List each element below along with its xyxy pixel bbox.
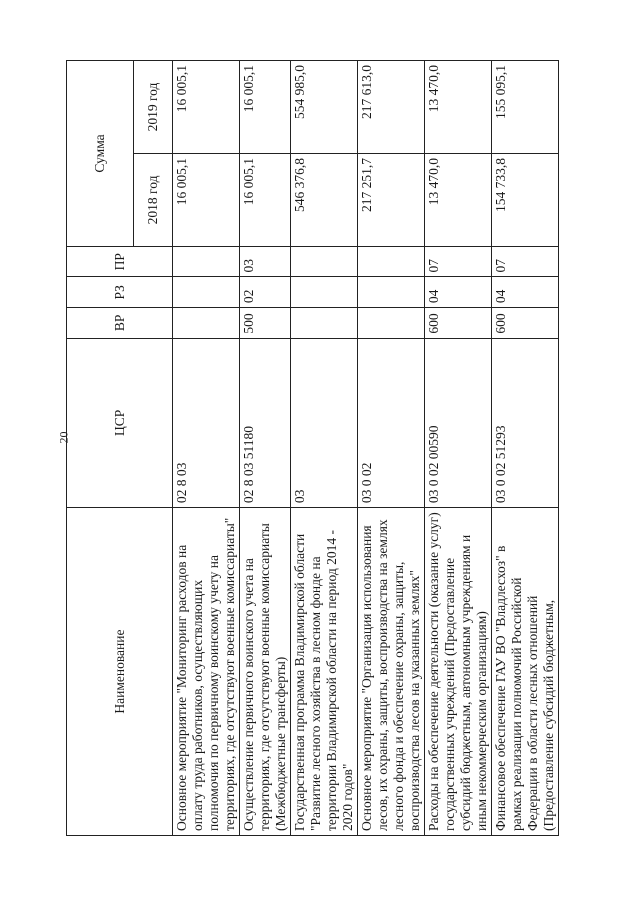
row-sum-2018: 16 005,1 <box>240 153 291 246</box>
row-csr: 03 0 02 <box>358 338 425 507</box>
row-name: Основное мероприятие "Организация использования лесов, их охраны, защиты, воспроизводства на землях лесного фонда и обеспечение охраны, защиты, воспроизводства лесов на указанных землях" <box>358 508 425 836</box>
row-sum-2018: 16 005,1 <box>173 153 240 246</box>
row-vr: 600 <box>492 308 559 339</box>
row-pr: 07 <box>492 246 559 277</box>
row-rz: 04 <box>492 277 559 308</box>
row-sum-2018: 217 251,7 <box>358 153 425 246</box>
row-name: Осуществление первичного воинского учета на территориях, где отсутствуют военные комиссариаты (Межбюджетные трансферты) <box>240 508 291 836</box>
row-sum-2019: 155 095,1 <box>492 61 559 154</box>
budget-table <box>66 60 559 836</box>
row-pr <box>291 246 358 277</box>
row-rz: 02 <box>240 277 291 308</box>
header-sum: Сумма <box>67 61 134 247</box>
row-sum-2018: 546 376,8 <box>291 153 358 246</box>
row-sum-2018: 13 470,0 <box>425 153 492 246</box>
table-row <box>358 61 425 836</box>
row-name: Государственная программа Владимирской области "Развитие лесного хозяйства в лесном фонде на территории Владимирской области на период 2014 - 2020 годов" <box>291 508 358 836</box>
row-vr: 600 <box>425 308 492 339</box>
row-sum-2019: 554 985,0 <box>291 61 358 154</box>
row-rz <box>173 277 240 308</box>
row-vr: 500 <box>240 308 291 339</box>
row-name: Основное мероприятие "Мониторинг расходов на оплату труда работников, осуществляющих полномочия по первичному воинскому учету на территориях, где отсутствуют военные комиссариаты" <box>173 508 240 836</box>
page-number: 20 <box>56 431 71 444</box>
row-csr: 03 0 02 51293 <box>492 338 559 507</box>
row-pr: 03 <box>240 246 291 277</box>
row-sum-2019: 13 470,0 <box>425 61 492 154</box>
row-rz <box>291 277 358 308</box>
row-csr: 02 8 03 51180 <box>240 338 291 507</box>
table-row <box>240 61 291 836</box>
header-2018: 2018 год <box>134 153 173 246</box>
row-name: Расходы на обеспечение деятельности (оказание услуг) государственных учреждений (Предоставление субсидий бюджетным, автономным учреждениям и иным некоммерческим организациям) <box>425 508 492 836</box>
header-rz: РЗ <box>67 277 173 308</box>
row-rz: 04 <box>425 277 492 308</box>
row-csr: 03 0 02 00590 <box>425 338 492 507</box>
row-pr <box>173 246 240 277</box>
row-vr <box>291 308 358 339</box>
row-vr <box>173 308 240 339</box>
row-csr: 02 8 03 <box>173 338 240 507</box>
row-sum-2018: 154 733,8 <box>492 153 559 246</box>
header-2019: 2019 год <box>134 61 173 154</box>
rotated-budget-table <box>66 60 578 836</box>
header-vr: ВР <box>67 308 173 339</box>
table-row <box>425 61 492 836</box>
row-pr: 07 <box>425 246 492 277</box>
row-sum-2019: 16 005,1 <box>173 61 240 154</box>
row-sum-2019: 16 005,1 <box>240 61 291 154</box>
row-sum-2019: 217 613,0 <box>358 61 425 154</box>
row-vr <box>358 308 425 339</box>
table-row <box>173 61 240 836</box>
header-csr: ЦСР <box>67 338 173 507</box>
row-csr: 03 <box>291 338 358 507</box>
header-name: Наименование <box>67 508 173 836</box>
header-pr: ПР <box>67 246 173 277</box>
table-row <box>492 61 559 836</box>
row-rz <box>358 277 425 308</box>
row-name: Финансовое обеспечение ГАУ ВО "Владлесхоз" в рамках реализации полномочий Российской Федерации в области лесных отношений (Предоставление субсидий бюджетным, <box>492 508 559 836</box>
row-pr <box>358 246 425 277</box>
table-row <box>291 61 358 836</box>
